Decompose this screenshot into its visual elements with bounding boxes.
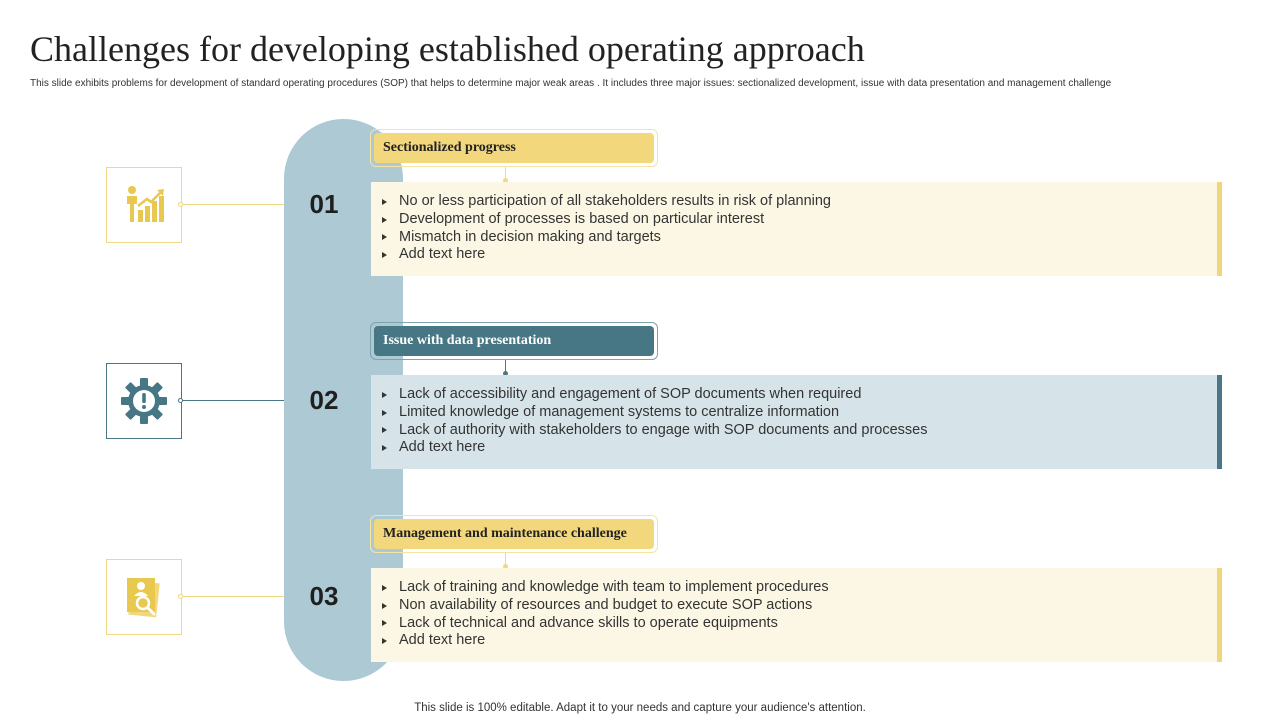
item-2-heading: Issue with data presentation [374,326,654,356]
bullet-arrow-icon [382,234,387,240]
bullet-item: No or less participation of all stakeholders results in risk of planning [381,193,1217,211]
item-3-heading: Management and maintenance challenge [374,519,654,549]
item-2-heading-frame [370,322,658,360]
bullet-item: Add text here [381,632,1217,650]
item-3-bullet-list [381,579,1217,650]
growth-chart-icon [111,172,177,238]
page-subtitle: This slide exhibits problems for development of standard operating procedures (SOP) that helps to determine major weak areas . It includes three major issues: sectionalized development, issue with data presentation and management challenge [30,78,1112,89]
bullet-arrow-icon [382,585,387,591]
bullet-item: Limited knowledge of management systems to centralize information [381,404,1217,422]
item-2-number: 02 [309,385,339,415]
item-1-card [371,182,1222,276]
bullet-arrow-icon [382,638,387,644]
bullet-arrow-icon [382,620,387,626]
bullet-item: Lack of technical and advance skills to operate equipments [381,615,1217,633]
bullet-item: Mismatch in decision making and targets [381,229,1217,247]
item-3-card [371,568,1222,662]
item-2-bullet-list [381,386,1217,457]
bullet-item: Lack of accessibility and engagement of SOP documents when required [381,386,1217,404]
page-title: Challenges for developing established operating approach [30,29,865,69]
item-3-number: 03 [309,581,339,611]
bullet-item: Development of processes is based on particular interest [381,211,1217,229]
bullet-arrow-icon [382,217,387,223]
gear-alert-icon [111,368,177,434]
item-2-connector-dot [178,398,183,403]
item-1-icon-box [106,167,182,243]
bullet-arrow-icon [382,427,387,433]
bullet-item: Non availability of resources and budget to execute SOP actions [381,597,1217,615]
bullet-arrow-icon [382,199,387,205]
item-3-heading-frame [370,515,658,553]
item-3-icon-box [106,559,182,635]
footer-note: This slide is 100% editable. Adapt it to your needs and capture your audience's attention. [414,702,866,714]
item-1-connector [182,204,284,205]
document-search-icon [111,564,177,630]
item-3-connector-dot [178,594,183,599]
item-1-heading: Sectionalized progress [374,133,654,163]
bullet-arrow-icon [382,445,387,451]
bullet-arrow-icon [382,392,387,398]
bullet-item: Lack of training and knowledge with team to implement procedures [381,579,1217,597]
bullet-item: Lack of authority with stakeholders to engage with SOP documents and processes [381,422,1217,440]
item-2-connector [182,400,284,401]
item-1-number: 01 [309,189,339,219]
item-1-bullet-list [381,193,1217,264]
item-2-icon-box [106,363,182,439]
item-1-heading-frame [370,129,658,167]
item-1-connector-dot [178,202,183,207]
bullet-arrow-icon [382,252,387,258]
bullet-arrow-icon [382,603,387,609]
item-3-connector [182,596,284,597]
item-2-card [371,375,1222,469]
bullet-item: Add text here [381,246,1217,264]
bullet-item: Add text here [381,439,1217,457]
bullet-arrow-icon [382,410,387,416]
